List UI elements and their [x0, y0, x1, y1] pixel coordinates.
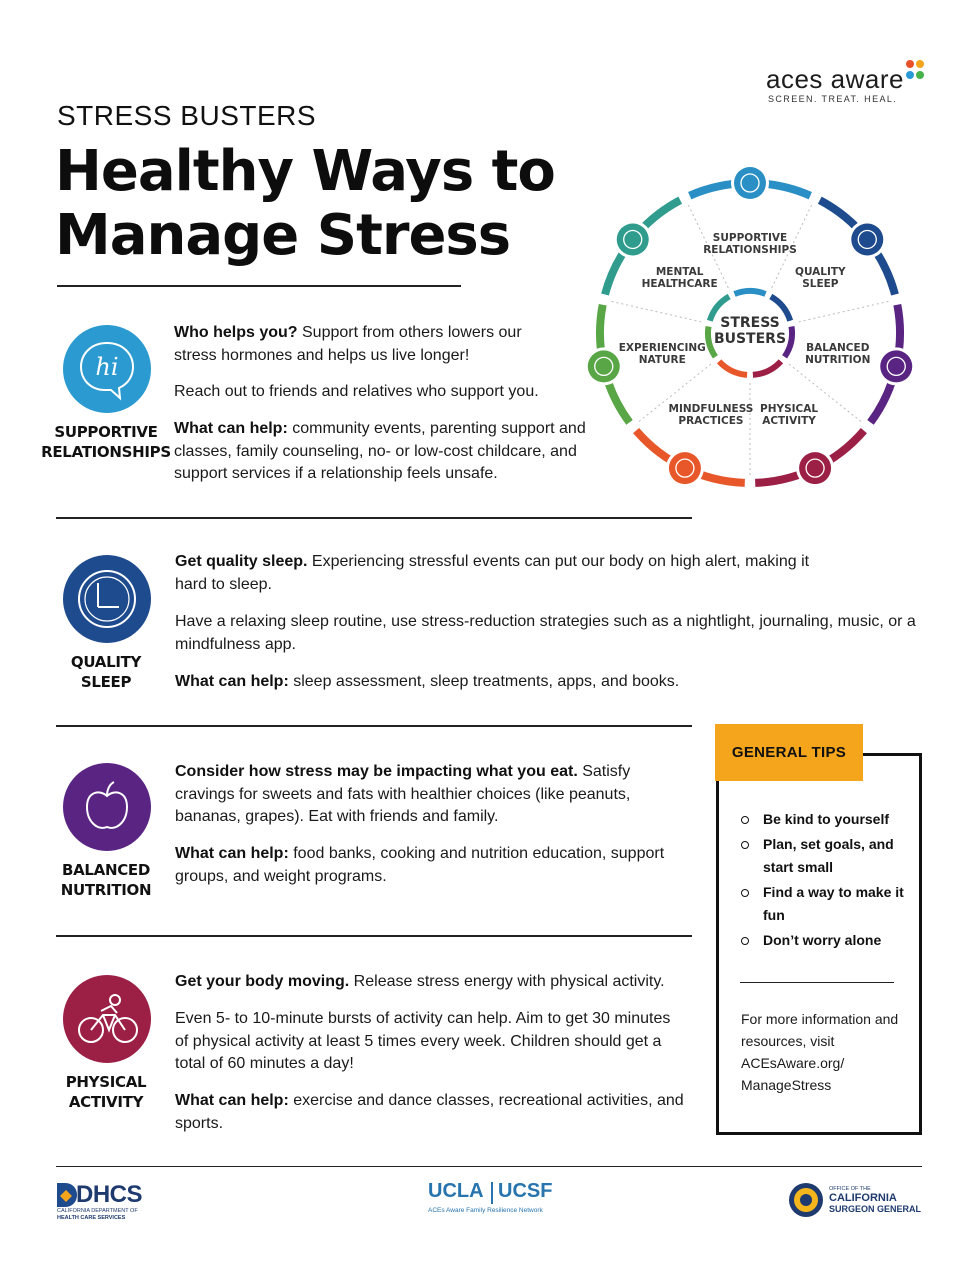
title-divider: [57, 285, 461, 287]
supportive-relationships-icon: [63, 325, 151, 413]
section-help-body: food banks, cooking and nutrition education, support groups, and weight programs.: [175, 845, 665, 885]
tips-divider: [740, 982, 894, 983]
bicycle-icon: [63, 975, 151, 1063]
general-tips-list: [741, 808, 911, 954]
section-text: Have a relaxing sleep routine, use stress-reduction strategies such as a nightlight, journaling, music, or a mindfulness app.: [175, 613, 916, 653]
balanced-nutrition-icon: [63, 763, 151, 851]
tip-item: Find a way to make it fun: [741, 881, 911, 927]
section-help-label: What can help:: [174, 420, 288, 437]
wheel-inner-arc: [735, 291, 766, 294]
hi-speech-icon: [734, 167, 766, 199]
section-lead-body: Support from others lowers our stress hormones and helps us live longer!: [174, 324, 522, 364]
sg-line3: SURGEON GENERAL: [829, 1204, 922, 1214]
section-text: [175, 761, 675, 829]
section-label-line2: SLEEP: [80, 673, 132, 691]
section-lead-body: Experiencing stressful events can put our body on high alert, making it hard to sleep.: [175, 553, 810, 593]
apple-icon: [880, 350, 912, 382]
quality-sleep-icon: [63, 555, 151, 643]
dhcs-logo[interactable]: [57, 1181, 167, 1223]
section-lead: Get your body moving.: [175, 973, 350, 990]
logo-dot-icon: [906, 60, 914, 68]
section-lead: Who helps you?: [174, 324, 298, 341]
section-help: [174, 418, 634, 486]
section-label-line1: PHYSICAL: [65, 1073, 147, 1091]
wheel-inner-arc: [719, 361, 747, 375]
section-help: [175, 671, 875, 694]
aces-aware-wordmark: aces aware: [766, 64, 904, 94]
section-label-line1: SUPPORTIVE: [54, 423, 158, 441]
wheel-label-line1: MINDFULNESS: [668, 403, 754, 416]
wheel-label-line2: ACTIVITY: [762, 415, 816, 428]
section-label-sleep: [41, 652, 171, 692]
wheel-label-line1: EXPERIENCING: [618, 342, 706, 355]
state-seal-icon: [788, 1182, 824, 1218]
surgeon-general-logo[interactable]: [788, 1180, 928, 1220]
praying-hands-icon: [669, 452, 701, 484]
dhcs-mark-icon: [57, 1183, 77, 1207]
section-label-line1: QUALITY: [70, 653, 142, 671]
section-help-label: What can help:: [175, 673, 289, 690]
ucsf-wordmark: UCSF: [498, 1180, 553, 1202]
section-label-line2: ACTIVITY: [68, 1093, 144, 1111]
dhcs-sub1: CALIFORNIA DEPARTMENT OF: [57, 1208, 138, 1214]
section-lead: Get quality sleep.: [175, 553, 308, 570]
section-label-line2: NUTRITION: [60, 881, 152, 899]
page-title-line1: Healthy Ways to: [55, 139, 555, 204]
sg-line2: CALIFORNIA: [829, 1192, 897, 1204]
clock-icon: [851, 223, 883, 255]
section-text: [174, 322, 524, 367]
ucla-ucsf-logo[interactable]: [428, 1180, 558, 1220]
wheel-label-line1: PHYSICAL: [760, 403, 819, 416]
tip-item: Be kind to yourself: [741, 808, 911, 831]
wheel-label-line1: BALANCED: [806, 342, 870, 355]
hi-speech-icon: [63, 325, 151, 413]
wheel-label-line2: HEALTHCARE: [641, 277, 718, 290]
section-lead-body: Satisfy cravings for sweets and fats with healthier choices (like peanuts, bananas, grapes). Eat with friends and family.: [175, 763, 631, 825]
general-tips-heading: GENERAL TIPS: [715, 724, 863, 781]
section-help-label: What can help:: [175, 1092, 289, 1109]
tip-item: Don’t worry alone: [741, 929, 911, 952]
page-kicker: STRESS BUSTERS: [57, 100, 317, 131]
footer-divider: [56, 1166, 922, 1167]
dhcs-wordmark: DHCS: [76, 1181, 143, 1208]
heart-icon: [617, 223, 649, 255]
section-help-body: sleep assessment, sleep treatments, apps, and books.: [288, 673, 680, 690]
section-help: [175, 1090, 695, 1135]
section-text: [175, 971, 695, 994]
physical-activity-icon: [63, 975, 151, 1063]
wheel-label-line2: RELATIONSHIPS: [703, 244, 797, 256]
dhcs-sub2: HEALTH CARE SERVICES: [57, 1215, 126, 1221]
wheel-spoke: [799, 301, 891, 322]
wheel-inner-arc: [753, 361, 781, 375]
section-label-line2: RELATIONSHIPS: [41, 443, 171, 461]
tree-icon: [588, 350, 620, 382]
section-help-body: community events, parenting support and classes, family counseling, no- or low-cost childcare, and support services if a relationship feels unsafe.: [174, 420, 586, 482]
section-text: [175, 551, 835, 596]
section-help-body: exercise and dance classes, recreational activities, and sports.: [175, 1092, 684, 1132]
wheel-center-line2: BUSTERS: [713, 331, 787, 347]
apple-icon: [63, 763, 151, 851]
section-divider: [56, 517, 692, 519]
page-title-line2: Manage Stress: [55, 203, 511, 268]
aces-aware-tagline: SCREEN. TREAT. HEAL.: [768, 94, 898, 104]
clock-icon: [63, 555, 151, 643]
logo-dot-icon: [906, 71, 914, 79]
tip-item: Plan, set goals, and start small: [741, 833, 911, 879]
section-label-line1: BALANCED: [61, 861, 151, 879]
section-text: Even 5- to 10-minute bursts of activity can help. Aim to get 30 minutes of physical activity at least 5 times every week. Children should get a total of 60 minutes a day!: [175, 1010, 671, 1072]
section-divider: [56, 725, 692, 727]
wheel-center-line1: STRESS: [720, 315, 780, 331]
logo-dot-icon: [916, 71, 924, 79]
wheel-label-line2: NUTRITION: [805, 354, 871, 367]
wheel-label-line2: SLEEP: [802, 277, 839, 290]
section-help-label: What can help:: [175, 845, 289, 862]
section-label-activity: [41, 1072, 171, 1112]
wheel-label-line1: QUALITY: [795, 265, 846, 278]
wheel-label-line2: NATURE: [638, 354, 686, 367]
logo-dot-icon: [916, 60, 924, 68]
wheel-label-line1: SUPPORTIVE: [712, 232, 788, 244]
sg-line1: OFFICE OF THE: [829, 1186, 871, 1192]
section-lead: Consider how stress may be impacting what you eat.: [175, 763, 578, 780]
section-help: [175, 843, 705, 888]
section-label-supportive: [41, 422, 171, 462]
network-caption: ACEs Aware Family Resilience Network: [428, 1207, 543, 1214]
page-title: [55, 140, 555, 268]
tips-more-info: For more information and resources, visit ACEsAware.org/ ManageStress: [741, 1011, 899, 1093]
ucla-wordmark: UCLA: [428, 1180, 484, 1202]
svg-text:hi: hi: [95, 353, 119, 381]
bicycle-icon: [799, 452, 831, 484]
section-label-nutrition: [41, 860, 171, 900]
logo-separator: [491, 1182, 493, 1204]
section-lead-body: Release stress energy with physical activity.: [349, 973, 665, 990]
section-divider: [56, 935, 692, 937]
aces-aware-logo[interactable]: [766, 60, 926, 110]
wheel-spoke: [610, 301, 702, 322]
wheel-label-line1: MENTAL: [655, 265, 704, 278]
section-text: Reach out to friends and relatives who support you.: [174, 383, 539, 400]
wheel-label-line2: PRACTICES: [678, 415, 744, 428]
